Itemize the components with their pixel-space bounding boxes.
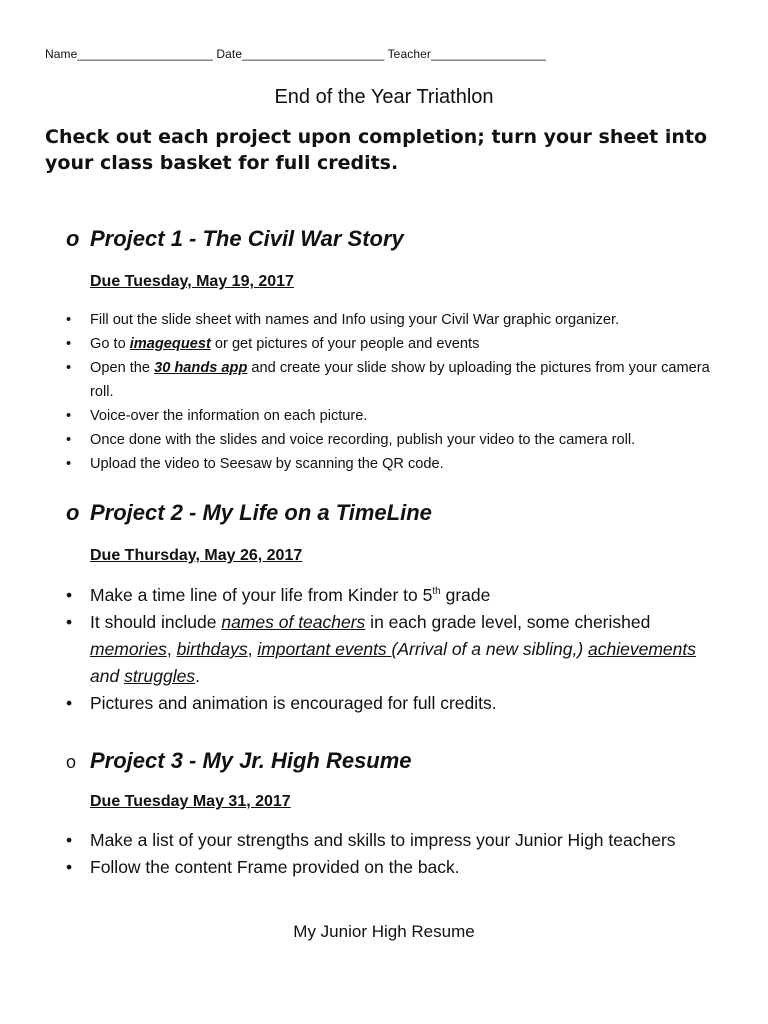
task-text: Go to xyxy=(90,336,130,352)
project-2-due-date: Due Thursday, May 26, 2017 xyxy=(90,547,303,564)
task-text: Follow the content Frame provided on the back. xyxy=(90,857,460,877)
task-text: Make a list of your strengths and skills to impress your Junior High teachers xyxy=(90,830,676,850)
list-item xyxy=(90,827,730,854)
project-2-title: Project 2 - My Life on a TimeLine xyxy=(90,500,432,525)
list-item xyxy=(90,452,730,476)
list-item xyxy=(90,428,730,452)
project-1-bullet: o xyxy=(66,226,80,251)
superscript: th xyxy=(432,586,441,598)
project-2-task-list xyxy=(90,582,730,717)
student-info-line xyxy=(45,47,546,61)
project-1-title: Project 1 - The Civil War Story xyxy=(90,226,404,251)
project-3-title: Project 3 - My Jr. High Resume xyxy=(90,748,412,773)
task-text: Upload the video to Seesaw by scanning the QR code. xyxy=(90,456,444,472)
task-emphasis: birthdays xyxy=(176,639,248,659)
task-text: Fill out the slide sheet with names and Info using your Civil War graphic organizer. xyxy=(90,312,620,328)
project-1-heading xyxy=(66,226,404,252)
teacher-blank[interactable]: _________________ xyxy=(430,47,547,61)
date-label: Date xyxy=(216,47,243,61)
list-item xyxy=(90,356,730,404)
list-item xyxy=(90,609,730,690)
task-text: It should include xyxy=(90,612,222,632)
name-blank[interactable]: ____________________ xyxy=(77,47,213,61)
project-3-due-date: Due Tuesday May 31, 2017 xyxy=(90,793,291,810)
project-2-bullet: o xyxy=(66,500,80,525)
page-title: End of the Year Triathlon xyxy=(274,86,494,108)
list-item xyxy=(90,308,730,332)
list-item xyxy=(90,854,730,881)
project-3-task-list xyxy=(90,827,730,881)
task-text: , xyxy=(166,639,177,659)
task-text: , xyxy=(247,639,258,659)
imagequest-link[interactable]: imagequest xyxy=(129,336,211,352)
name-label: Name xyxy=(45,47,78,61)
task-text: Make a time line of your life from Kinder to 5 xyxy=(90,585,433,605)
footer-heading: My Junior High Resume xyxy=(293,922,475,941)
date-blank[interactable]: _____________________ xyxy=(242,47,385,61)
project-1-task-list xyxy=(90,308,730,476)
task-emphasis: achievements xyxy=(588,639,696,659)
list-item xyxy=(90,690,730,717)
task-emphasis: memories xyxy=(90,639,167,659)
project-3-heading xyxy=(66,748,412,774)
task-text: (Arrival of a new sibling,) xyxy=(391,639,589,659)
30-hands-app-link[interactable]: 30 hands app xyxy=(154,360,248,376)
teacher-label: Teacher xyxy=(387,47,431,61)
task-text: Once done with the slides and voice recording, publish your video to the camera roll. xyxy=(90,432,636,448)
task-text: Pictures and animation is encouraged for full credits. xyxy=(90,693,497,713)
task-emphasis: names of teachers xyxy=(221,612,366,632)
task-text: in each grade level, some cherished xyxy=(365,612,651,632)
list-item xyxy=(90,332,730,356)
project-1-due-date: Due Tuesday, May 19, 2017 xyxy=(90,273,294,290)
task-emphasis: important events xyxy=(257,639,392,659)
project-3-bullet: o xyxy=(66,752,77,772)
list-item xyxy=(90,582,730,609)
list-item xyxy=(90,404,730,428)
task-emphasis: struggles xyxy=(124,666,196,686)
task-text: and xyxy=(90,666,125,686)
task-text: or get pictures of your people and events xyxy=(210,336,480,352)
task-text: Open the xyxy=(90,360,155,376)
task-text: and create your slide show by uploading the pictures from your camera roll. xyxy=(90,360,710,400)
project-2-heading xyxy=(66,500,432,526)
task-text: . xyxy=(195,666,200,686)
task-text: Voice-over the information on each picture. xyxy=(90,408,368,424)
intro-instructions: Check out each project upon completion; turn your sheet into your class basket for full credits. xyxy=(45,126,708,174)
task-text: grade xyxy=(440,585,491,605)
